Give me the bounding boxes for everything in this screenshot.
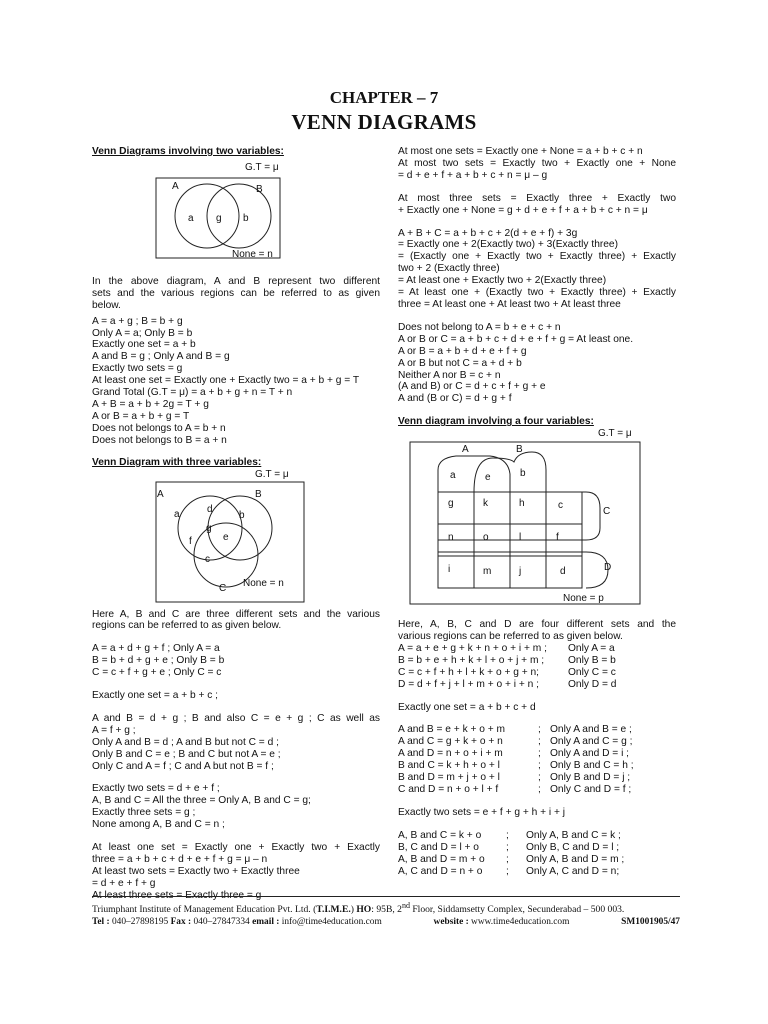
footer-website-link[interactable]: www.time4education.com [468,917,570,928]
paragraph-line: Here A, B and C are three different sets and the various [92,608,380,620]
formula-line: two + 2 (Exactly three) [398,263,500,275]
region-h-label: h [519,498,525,510]
grand-total-label: G.T = μ [245,161,279,173]
section-heading-four-variables: Venn diagram involving a four variables: [398,416,594,428]
formula-line: A and C = g + k + o + n ; Only A and C = g ; [398,736,633,748]
formula-line: A, B and D = m + o ; Only A, B and D = m ; [398,853,625,865]
set-b-label: B [516,444,523,456]
formula-line: A = f + g ; [92,724,136,736]
formula-line: = At least one + Exactly two + 2(Exactly three) [398,275,607,287]
formula-line: At least one set = Exactly one + Exactly two + Exactly [92,842,380,854]
section-heading-two-variables: Venn Diagrams involving two variables: [92,146,284,157]
formula-line: B and C = k + h + o + l ; Only B and C = h ; [398,760,634,772]
chapter-title: VENN DIAGRAMS [291,110,477,134]
formula-line: A and B = g ; Only A and B = g [92,351,230,363]
section-heading-three-variables: Venn Diagram with three variables: [92,456,262,468]
formula-line: At most one sets = Exactly one + None = a + b + c + n [398,146,643,157]
formula-line: At most two sets = Exactly two + Exactly one + None [398,157,676,169]
formula-line: A or B or C = a + b + c + d + e + f + g = At least one. [398,333,634,345]
formula-line: Grand Total (G.T = μ) = a + b + g + n = T + n [92,387,293,399]
formula-line: A and D = n + o + i + m ; Only A and D = i ; [398,748,629,760]
set-a-label: A [157,488,164,500]
formula-line: At least three sets = Exactly three = g [92,889,262,901]
formula-line: A, B and C = All the three = Only A, B and C = g; [92,795,311,807]
formula-line: (A and B) or C = d + c + f + g + e [398,381,546,393]
formula-line: At least two sets = Exactly two + Exactly three [92,865,300,877]
formula-line: A or B but not C = a + d + b [398,357,522,369]
region-f-label: f [189,535,192,547]
region-i-label: i [448,564,451,576]
formula-line: Exactly one set = a + b + c + d [398,701,536,713]
formula-line: = d + e + f + g [92,877,156,889]
region-g-label: g [216,212,222,224]
none-label: None = p [563,593,604,605]
set-d-label: D [604,562,612,574]
two-variable-venn-diagram [92,158,380,276]
paragraph-line: below. [92,299,121,311]
formula-line: B = b + e + h + k + l + o + j + m ; Only B = b [398,654,616,666]
formula-line: = At least one + (Exactly two + Exactly three) + Exactly [398,287,676,299]
region-a-label: a [188,212,194,224]
footer-contact: Tel : 040–27898195 Fax : 040–27847334 email : info@time4education.com website : www.time4education.com SM1001905/47 [92,917,680,928]
formula-line: A and B = e + k + o + m ; Only A and B = e ; [398,724,632,736]
region-j-label: j [519,566,522,578]
four-variable-venn-diagram [398,428,676,619]
paragraph-line: sets and the various regions can be referred to as given [92,287,380,299]
formula-line: At least one set = Exactly one + Exactly two = a + b + g = T [92,375,360,387]
region-b-label: b [520,468,526,480]
region-a-label: a [174,508,180,520]
formula-line: B = b + d + g + e ; Only B = b [92,655,225,667]
region-c-label: c [558,500,563,512]
formula-line: A and (B or C) = d + g + f [398,393,512,405]
formula-line: Does not belongs to B = a + n [92,434,227,446]
chapter-number: CHAPTER – 7 [329,88,439,107]
set-a-label: A [172,180,179,192]
region-e-label: e [223,531,229,543]
formula-line: Neither A nor B = c + n [398,369,501,381]
formula-line: Only A = a; Only B = b [92,327,193,339]
formula-line: A + B + C = a + b + c + 2(d + e + f) + 3g [398,227,578,239]
formula-line: Does not belongs to A = b + n [92,422,226,434]
formula-line: A = a + d + g + f ; Only A = a [92,643,220,655]
none-label: None = n [232,248,273,260]
formula-line: A or B = a + b + g = T [92,410,190,422]
set-b-label: B [256,183,263,195]
set-b-label: B [255,488,262,500]
formula-line: A, C and D = n + o ; Only A, C and D = n; [398,865,620,877]
page-code: SM1001905/47 [621,917,680,928]
region-o-label: o [483,532,489,544]
region-f-label: f [556,532,559,544]
formula-line: Exactly two sets = d + e + f ; [92,783,220,795]
region-a-label: a [450,470,456,482]
formula-line: C and D = n + o + l + f ; Only C and D = f ; [398,784,632,795]
formula-line: A + B = a + b + 2g = T + g [92,398,209,410]
formula-line: A = a + g ; B = b + g [92,315,183,327]
region-d-label: d [560,566,566,578]
region-g-label: g [206,522,212,534]
paragraph-line: regions can be referred to as given below. [92,620,282,632]
formula-line: B, C and D = l + o ; Only B, C and D = l ; [398,841,620,853]
formula-line: Only A and B = d ; A and B but not C = d ; [92,736,279,748]
region-b-label: b [239,509,245,521]
footer-email-link[interactable]: info@time4education.com [279,917,382,928]
formula-line: D = d + f + j + l + m + o + i + n ; Only D = d [398,678,617,690]
formula-line: Exactly two sets = e + f + g + h + i + j [398,806,566,818]
grand-total-label: G.T = μ [255,468,289,480]
formula-line: Exactly one set = a + b + c ; [92,690,219,702]
region-l-label: l [519,532,522,544]
set-c-label: C [603,506,611,518]
region-g-label: g [448,498,454,510]
paragraph-line: Here, A, B, C and D are four different sets and the [398,619,676,631]
formula-line: Exactly three sets = g ; [92,807,196,819]
region-e-label: e [485,472,491,484]
set-a-label: A [462,444,469,456]
formula-line: C = c + f + h + l + k + o + g + n; Only C = c [398,666,616,678]
formula-line: A = a + e + g + k + n + o + i + m ; Only A = a [398,642,615,654]
formula-line: three = At least one + At least two + At least three [398,298,621,310]
formula-line: None among A, B and C = n ; [92,819,225,831]
formula-line: Exactly one set = a + b [92,339,196,351]
formula-line: A and B = d + g ; B and also C = e + g ; C as well as [92,712,380,724]
formula-line: Exactly two sets = g [92,363,183,375]
formula-line: + Exactly one + None = g + d + e + f + a + b + c + n = μ [398,204,648,216]
formula-line: B and D = m + j + o + l ; Only B and D = j ; [398,772,631,784]
formula-line: At most three sets = Exactly three + Exactly two [398,192,676,204]
paragraph-line: various regions can be referred to as given below. [398,631,623,643]
formula-line: = Exactly one + 2(Exactly two) + 3(Exactly three) [398,239,618,251]
grand-total-label: G.T = μ [598,428,632,440]
region-n-label: n [448,532,454,544]
region-m-label: m [483,566,492,578]
left-column [92,146,380,902]
three-variable-venn-diagram [92,469,380,609]
formula-line: Does not belong to A = b + e + c + n [398,321,561,333]
region-d-label: d [207,503,213,515]
set-c-label: C [219,582,227,594]
formula-line: Only C and A = f ; C and A but not B = f ; [92,760,274,772]
none-label: None = n [243,577,284,589]
formula-line: C = c + f + g + e ; Only C = c [92,667,222,679]
region-k-label: k [483,498,488,510]
formula-line: Only B and C = e ; B and C but not A = e ; [92,748,281,760]
paragraph-line: In the above diagram, A and B represent two different [92,275,380,287]
formula-line: = (Exactly one + Exactly two + Exactly three) + Exactly [398,251,676,263]
formula-line: A, B and C = k + o ; Only A, B and C = k ; [398,829,621,841]
page-footer [92,896,680,929]
formula-line: three = a + b + c + d + e + f + g = μ – n [92,854,268,865]
formula-line: = d + e + f + a + b + c + n = μ – g [398,169,548,181]
formula-line: A or B = a + b + d + e + f + g [398,345,527,357]
footer-address: Triumphant Institute of Management Education Pvt. Ltd. (T.I.M.E.) HO: 95B, 2nd Floor, Siddamsetty Complex, Secunderabad – 500 003. [92,901,625,916]
right-column [398,146,676,877]
region-b-label: b [243,212,249,224]
region-c-label: c [205,553,210,565]
